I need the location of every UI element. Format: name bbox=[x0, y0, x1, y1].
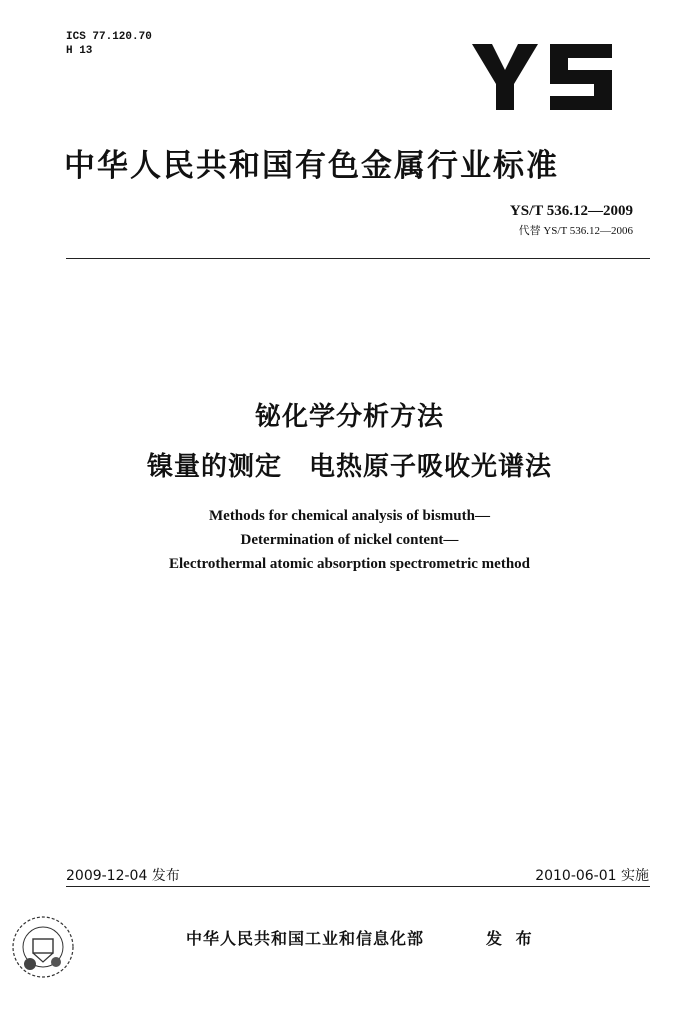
ys-logo bbox=[472, 40, 618, 114]
top-divider bbox=[66, 258, 650, 259]
replaces-standard: 代替 YS/T 536.12—2006 bbox=[518, 225, 633, 237]
ics-code: ICS 77.120.70 bbox=[66, 31, 152, 43]
bottom-divider bbox=[66, 886, 650, 887]
publish-label: 发 布 bbox=[486, 929, 536, 948]
effective-date: 2010-06-01 实施 bbox=[535, 868, 649, 884]
title-en-line2: Determination of nickel content— bbox=[240, 532, 459, 548]
classification-codes bbox=[66, 30, 152, 58]
standard-name: 中华人民共和国有色金属行业标准 bbox=[64, 148, 559, 184]
title-en-line3: Electrothermal atomic absorption spectrometric method bbox=[168, 556, 531, 572]
ccs-code: H 13 bbox=[66, 45, 93, 57]
standard-code-block bbox=[510, 203, 633, 238]
issue-date: 2009-12-04 发布 bbox=[66, 868, 180, 884]
publisher-name: 中华人民共和国工业和信息化部 bbox=[186, 929, 425, 948]
title-en-line1: Methods for chemical analysis of bismuth— bbox=[209, 508, 490, 524]
publisher-seal-icon bbox=[8, 912, 78, 982]
title-cn-line2: 镍量的测定 电热原子吸收光谱法 bbox=[146, 452, 552, 482]
title-cn-line1: 铋化学分析方法 bbox=[254, 402, 444, 432]
standard-number: YS/T 536.12—2009 bbox=[509, 203, 633, 219]
